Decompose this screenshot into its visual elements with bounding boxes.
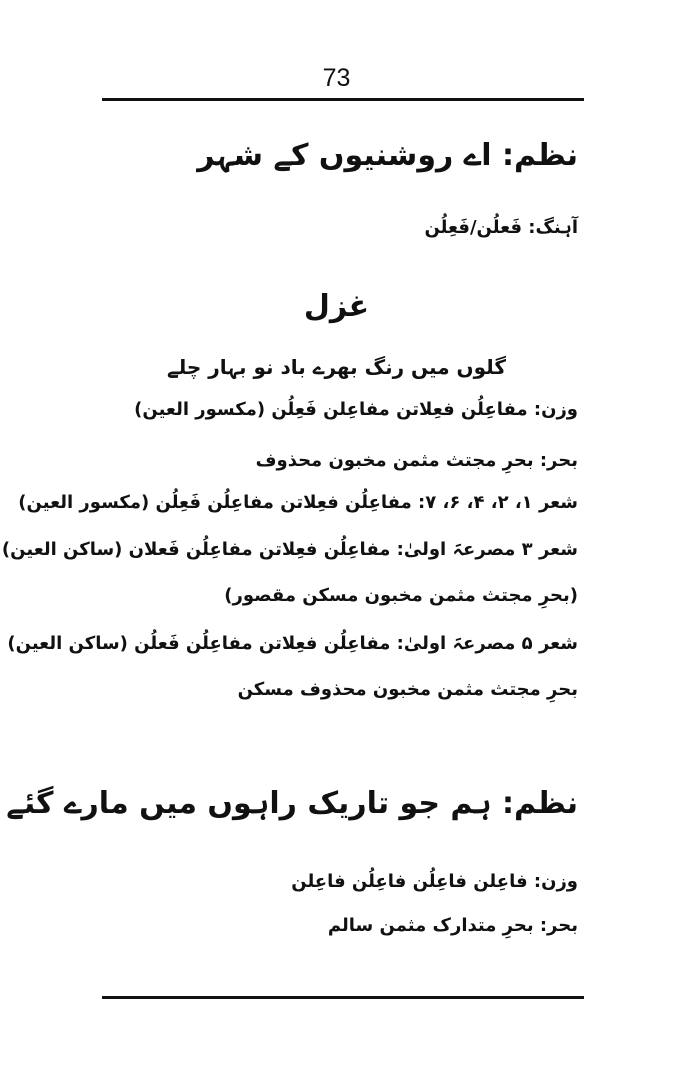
- ghazal-verse: گلوں میں رنگ بھرے باد نو بہار چلے: [167, 355, 506, 379]
- bahr-line: بحر: بحرِ مجتث مثمن مخبون محذوف: [255, 450, 578, 471]
- bottom-rule: [102, 996, 584, 999]
- top-rule: [102, 98, 584, 101]
- wazn-line: وزن: مفاعِلُن فعِلاتن مفاعِلن فَعِلُن (مکسور العین): [134, 399, 578, 420]
- wazn-line-2: وزن: فاعِلن فاعِلُن فاعِلُن فاعِلن: [291, 871, 578, 892]
- poem-title-ae-roshniyon: نظم: اے روشنیوں کے شہر: [197, 138, 578, 173]
- ghazal-heading: غزل: [303, 289, 370, 324]
- shear-line-5: شعر ۵ مصرعہَ اولیٰ: مفاعِلُن فعِلاتن مفاعِلُن فَعلُن (ساکن العین): [7, 633, 578, 654]
- bahr-maqsoor-line: (بحرِ مجتث مثمن مخبون مسکن مقصور): [224, 585, 578, 606]
- page-number: 73: [322, 64, 351, 92]
- aahang-line: آہنگ: فَعلُن/فَعِلُن: [424, 217, 578, 238]
- poem-title-hum-jo-tareek: نظم: ہم جو تاریک راہوں میں مارے گئے: [6, 786, 578, 821]
- shear-line-3: شعر ۳ مصرعہَ اولیٰ: مفاعِلُن فعِلاتن مفاعِلُن فَعلان (ساکن العین): [1, 539, 578, 560]
- bahr-line-2: بحر: بحرِ متدارک مثمن سالم: [327, 915, 578, 936]
- bahr-musakkan-line: بحرِ مجتث مثمن مخبون محذوف مسکن: [237, 679, 578, 700]
- shear-line-1: شعر ۱، ۲، ۴، ۶، ۷: مفاعِلُن فعِلاتن مفاعِلُن فَعِلُن (مکسور العین): [18, 492, 578, 513]
